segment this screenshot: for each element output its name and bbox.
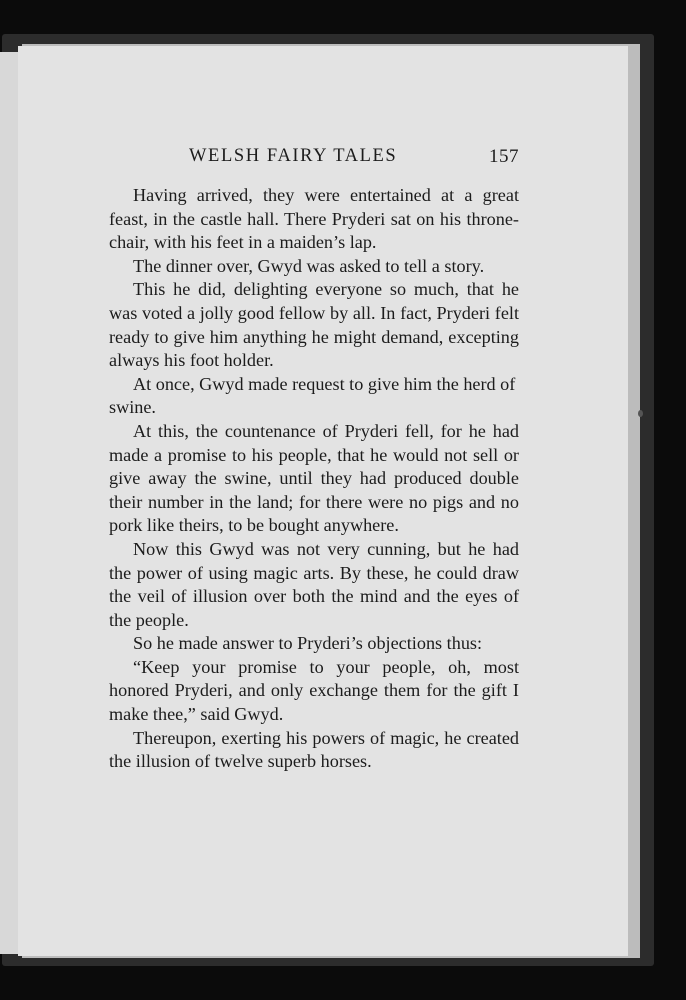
paragraph: The dinner over, Gwyd was asked to tell a story. (133, 255, 485, 276)
page-number: 157 (489, 146, 519, 167)
running-head-title: WELSH FAIRY TALES (189, 146, 398, 166)
paragraph: So he made answer to Pryderi’s objections thus: (133, 633, 483, 654)
paragraph: This he did, delighting everyone so much, that he was voted a jolly good fellow by all. In fact, Pryderi felt ready to give him anything he might demand, excepting always his foot holder. (109, 279, 519, 371)
paragraph: At once, Gwyd made request to give him the herd of swine. (109, 373, 516, 418)
paragraph: At this, the countenance of Pryderi fell, for he had made a promise to his people, that he would not sell or give away the swine, until they had produced double their number in the land; for there were no pigs and no pork like theirs, to be bought anywhere. (109, 420, 519, 536)
body-text (109, 184, 519, 774)
paragraph: “Keep your promise to your people, oh, most honored Pryderi, and only exchange them for the gift I make thee,” said Gwyd. (109, 656, 519, 725)
running-head (109, 146, 519, 176)
facing-page-edge (0, 52, 20, 954)
paragraph: Thereupon, exerting his powers of magic, he created the illusion of twelve superb horses. (109, 727, 519, 772)
page-speck (638, 410, 643, 417)
paragraph: Now this Gwyd was not very cunning, but he had the power of using magic arts. By these, he could draw the veil of illusion over both the mind and the eyes of the people. (109, 538, 519, 630)
paragraph: Having arrived, they were entertained at a great feast, in the castle hall. There Pryderi sat on his throne-chair, with his feet in a maiden’s lap. (109, 185, 519, 253)
